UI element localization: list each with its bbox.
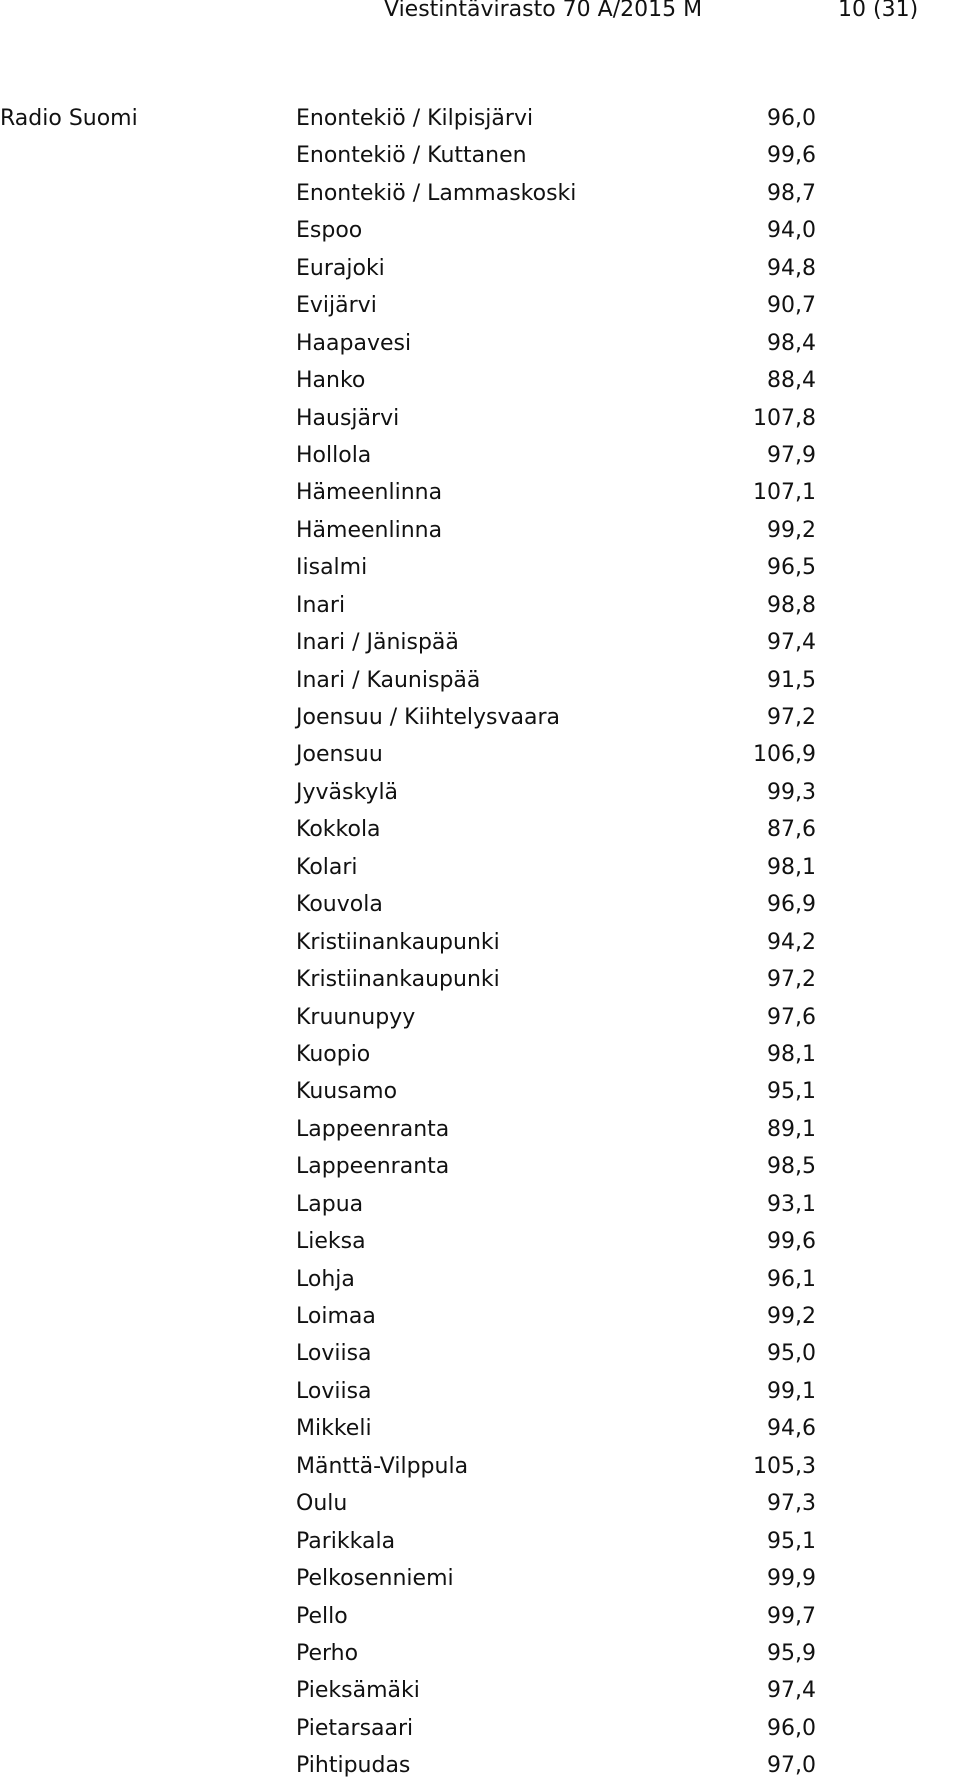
list-item [296, 1715, 816, 1752]
frequency-value: 96,9 [767, 892, 816, 918]
location-name: Kolari [296, 854, 358, 880]
list-item [296, 255, 816, 292]
location-name: Loviisa [296, 1341, 372, 1367]
location-name: Joensuu [296, 742, 383, 768]
list-item [296, 929, 816, 966]
frequency-value: 99,2 [767, 1304, 816, 1329]
location-name: Lapua [296, 1191, 364, 1217]
location-name: Enontekiö / Kilpisjärvi [296, 106, 534, 131]
location-name: Loimaa [296, 1304, 376, 1329]
frequency-value: 87,6 [767, 817, 816, 843]
location-name: Kristiinankaupunki [296, 929, 500, 955]
location-name: Joensuu / Kiihtelysvaara [296, 705, 561, 730]
list-item [296, 779, 816, 816]
list-item [296, 1116, 816, 1153]
location-name: Pieksämäki [296, 1678, 420, 1704]
location-name: Hollola [296, 442, 372, 468]
frequency-value: 107,8 [753, 405, 816, 431]
list-item [296, 1303, 816, 1340]
location-name: Haapavesi [296, 330, 412, 356]
location-name: Kristiinankaupunki [296, 967, 500, 993]
page-header [0, 0, 960, 22]
location-name: Mänttä-Vilppula [296, 1453, 469, 1479]
list-item [296, 816, 816, 853]
frequency-value: 98,1 [767, 854, 816, 880]
location-name: Inari / Jänispää [296, 630, 459, 656]
location-name: Pelkosenniemi [296, 1566, 454, 1592]
location-name: Perho [296, 1640, 359, 1666]
list-item [296, 854, 816, 891]
frequency-value: 99,3 [767, 779, 816, 805]
location-name: Loviisa [296, 1378, 372, 1404]
frequency-value: 99,9 [767, 1566, 816, 1592]
location-name: Enontekiö / Lammaskoski [296, 180, 577, 206]
frequency-value: 99,7 [767, 1603, 816, 1629]
list-item [296, 442, 816, 479]
location-name: Inari / Kaunispää [296, 667, 481, 693]
frequency-value: 94,6 [767, 1416, 816, 1442]
list-item [296, 292, 816, 329]
frequency-value: 97,3 [767, 1491, 816, 1517]
list-item [296, 1565, 816, 1602]
location-name: Lappeenranta [296, 1116, 450, 1142]
list-item [296, 1453, 816, 1490]
frequency-value: 97,2 [767, 705, 816, 730]
frequency-value: 98,5 [767, 1154, 816, 1180]
frequency-value: 97,0 [767, 1753, 816, 1779]
list-item [296, 966, 816, 1003]
frequency-value: 91,5 [767, 667, 816, 693]
list-item [296, 891, 816, 928]
list-item [296, 330, 816, 367]
list-item [296, 479, 816, 516]
list-item [296, 1640, 816, 1677]
list-item [296, 592, 816, 629]
location-name: Pietarsaari [296, 1715, 414, 1741]
list-item [296, 1603, 816, 1640]
frequency-value: 99,2 [767, 517, 816, 543]
frequency-value: 96,5 [767, 555, 816, 581]
location-name: Hausjärvi [296, 405, 400, 431]
frequency-value: 95,1 [767, 1528, 816, 1554]
frequency-value: 94,0 [767, 218, 816, 244]
list-item [296, 367, 816, 404]
frequency-value: 96,0 [767, 1715, 816, 1741]
list-item [296, 1415, 816, 1452]
frequency-value: 94,8 [767, 255, 816, 281]
frequency-value: 97,9 [767, 442, 816, 468]
location-name: Kokkola [296, 817, 381, 843]
location-name: Lohja [296, 1266, 355, 1292]
location-name: Hanko [296, 368, 366, 394]
location-name: Hämeenlinna [296, 480, 443, 506]
list-item [296, 180, 816, 217]
location-name: Iisalmi [296, 555, 368, 581]
frequency-value: 95,1 [767, 1079, 816, 1105]
location-name: Eurajoki [296, 255, 385, 281]
list-item [296, 1677, 816, 1714]
frequency-value: 97,4 [767, 1678, 816, 1704]
location-name: Kouvola [296, 892, 383, 918]
section-label: Radio Suomi [0, 106, 138, 131]
location-name: Mikkeli [296, 1416, 372, 1442]
list-item [296, 1752, 816, 1789]
frequency-value: 95,9 [767, 1640, 816, 1666]
page-number: 10 (31) [838, 0, 919, 22]
frequency-value: 99,6 [767, 143, 816, 169]
list-item [296, 554, 816, 591]
frequency-value: 105,3 [753, 1453, 816, 1479]
location-name: Evijärvi [296, 293, 377, 319]
location-name: Lappeenranta [296, 1154, 450, 1180]
frequency-value: 89,1 [767, 1116, 816, 1142]
list-item [296, 1004, 816, 1041]
frequency-value: 98,1 [767, 1041, 816, 1067]
frequency-value: 95,0 [767, 1341, 816, 1367]
location-name: Kuopio [296, 1041, 371, 1067]
frequency-value: 93,1 [767, 1191, 816, 1217]
list-item [296, 517, 816, 554]
frequency-value: 97,4 [767, 630, 816, 656]
frequency-value: 106,9 [753, 742, 816, 768]
frequency-value: 90,7 [767, 293, 816, 319]
list-item [296, 405, 816, 442]
frequency-value: 99,1 [767, 1378, 816, 1404]
frequency-value: 96,1 [767, 1266, 816, 1292]
document-title: Viestintävirasto 70 A/2015 M [384, 0, 703, 22]
list-item [296, 1041, 816, 1078]
list-item [296, 1153, 816, 1190]
frequency-value: 94,2 [767, 929, 816, 955]
frequency-value: 98,4 [767, 330, 816, 356]
location-name: Hämeenlinna [296, 517, 443, 543]
location-name: Pello [296, 1603, 348, 1629]
location-name: Enontekiö / Kuttanen [296, 143, 527, 169]
list-item [296, 1266, 816, 1303]
location-name: Oulu [296, 1491, 348, 1517]
list-item [296, 1191, 816, 1228]
list-item [296, 105, 816, 142]
list-item [296, 1528, 816, 1565]
frequency-list [296, 105, 816, 1790]
list-item [296, 1340, 816, 1377]
list-item [296, 741, 816, 778]
frequency-value: 107,1 [753, 480, 816, 506]
list-item [296, 1378, 816, 1415]
location-name: Kruunupyy [296, 1004, 416, 1030]
location-name: Inari [296, 592, 346, 618]
list-item [296, 217, 816, 254]
frequency-value: 97,6 [767, 1004, 816, 1030]
frequency-value: 98,8 [767, 592, 816, 618]
frequency-value: 97,2 [767, 967, 816, 993]
location-name: Jyväskylä [296, 779, 399, 805]
list-item [296, 1078, 816, 1115]
frequency-value: 96,0 [767, 106, 816, 131]
location-name: Lieksa [296, 1229, 366, 1255]
location-name: Parikkala [296, 1528, 396, 1554]
location-name: Kuusamo [296, 1079, 398, 1105]
location-name: Pihtipudas [296, 1753, 411, 1779]
list-item [296, 1228, 816, 1265]
list-item [296, 704, 816, 741]
frequency-value: 98,7 [767, 180, 816, 206]
list-item [296, 667, 816, 704]
frequency-value: 88,4 [767, 368, 816, 394]
list-item [296, 1490, 816, 1527]
list-item [296, 629, 816, 666]
frequency-value: 99,6 [767, 1229, 816, 1255]
location-name: Espoo [296, 218, 363, 244]
list-item [296, 142, 816, 179]
